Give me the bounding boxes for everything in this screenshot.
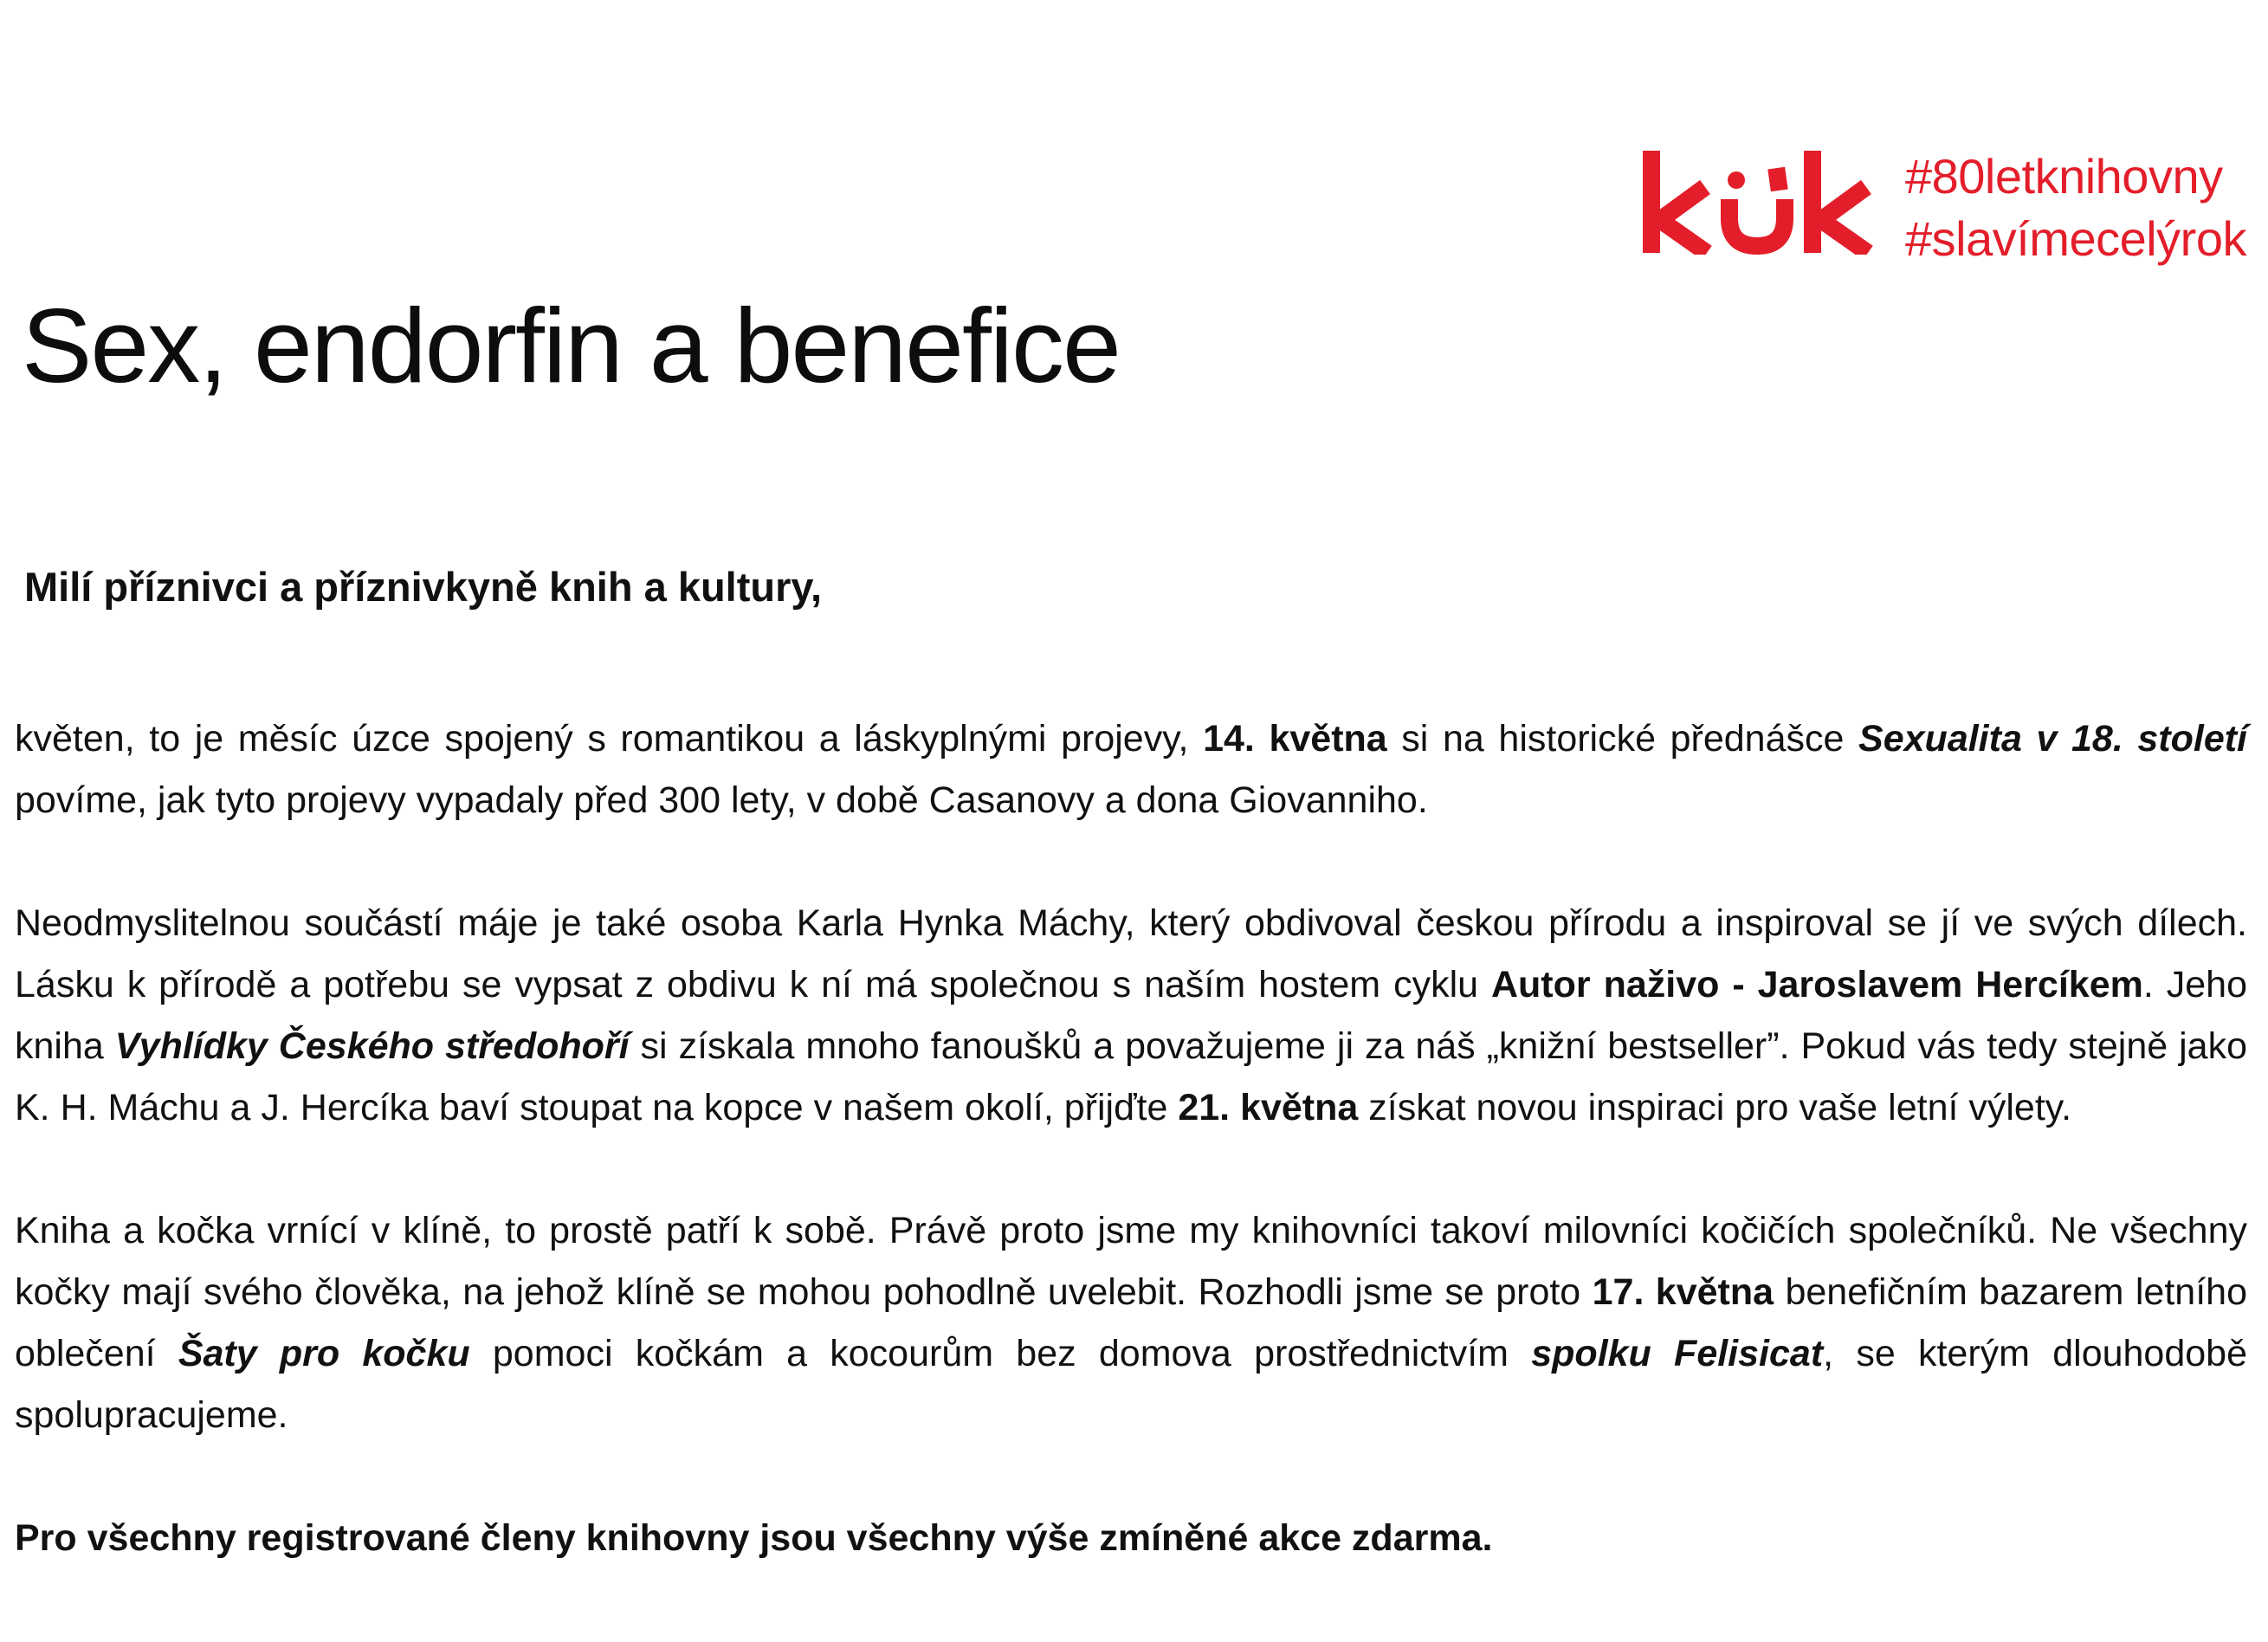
greeting: Milí příznivci a příznivkyně knih a kultury,: [24, 564, 823, 610]
event-title: Sexualita v 18. století: [1858, 718, 2247, 760]
text: si získala mnoho fanoušků a považujeme ji za náš „knižní bestseller”. Pokud vás tedy stejně jako K. H. Máchu a J. Hercíka baví stoupat na kopce v našem okolí, přijďte: [15, 1025, 2248, 1128]
paragraph-cats: [15, 1200, 2247, 1446]
paragraph-lecture: [15, 708, 2247, 831]
newsletter-body: [15, 708, 2247, 1569]
text: , se kterým dlouhodobě spolupracujeme.: [15, 1333, 2248, 1436]
text: povíme, jak tyto projevy vypadaly před 300 lety, v době Casanovy a dona Giovanniho.: [15, 779, 1428, 821]
text: si na historické přednášce: [1386, 718, 1859, 760]
hashtag-celebrating: #slavímecelýrok: [1905, 211, 2246, 266]
text: benefičním bazarem letního oblečení: [15, 1271, 2247, 1374]
kuk-logo: [1639, 149, 1877, 255]
hashtag-80-years: #80letknihovny: [1905, 149, 2223, 204]
text: získat novou inspiraci pro vaše letní výlety.: [1358, 1087, 2072, 1128]
text: . Jeho kniha: [15, 964, 2247, 1067]
date-highlight: 14. května: [1203, 718, 1387, 760]
organization-name: spolku Felisicat: [1531, 1333, 1824, 1374]
hashtags: [1905, 145, 2252, 270]
event-title: Autor naživo - Jaroslavem Hercíkem: [1490, 964, 2143, 1005]
book-title: Vyhlídky Českého středohoří: [114, 1025, 630, 1067]
text: Neodmyslitelnou součástí máje je také osoba Karla Hynka Máchy, který obdivoval českou přírodu a inspiroval se jí ve svých dílech. Lásku k přírodě a potřebu se vypsat z obdivu k ní má společnou s naším hostem cyklu: [15, 902, 2247, 1005]
closing-note: Pro všechny registrované členy knihovny jsou všechny výše zmíněné akce zdarma.: [15, 1517, 1493, 1559]
date-highlight: 17. května: [1592, 1271, 1774, 1313]
text: Kniha a kočka vrnící v klíně, to prostě patří k sobě. Právě proto jsme my knihovníci takoví milovníci kočičích společníků. Ne všechny kočky mají svého člověka, na jehož klíně se mohou pohodlně uvelebit. Rozhodli jsme se proto: [15, 1210, 2247, 1313]
event-title: Šaty pro kočku: [178, 1333, 470, 1374]
text: květen, to je měsíc úzce spojený s romantikou a láskyplnými projevy,: [15, 718, 1204, 760]
page-title: Sex, endorfin a benefice: [22, 287, 1120, 404]
date-highlight: 21. května: [1178, 1087, 1359, 1128]
text: pomoci kočkám a kocourům bez domova prostřednictvím: [469, 1333, 1532, 1374]
paragraph-author: [15, 893, 2247, 1139]
